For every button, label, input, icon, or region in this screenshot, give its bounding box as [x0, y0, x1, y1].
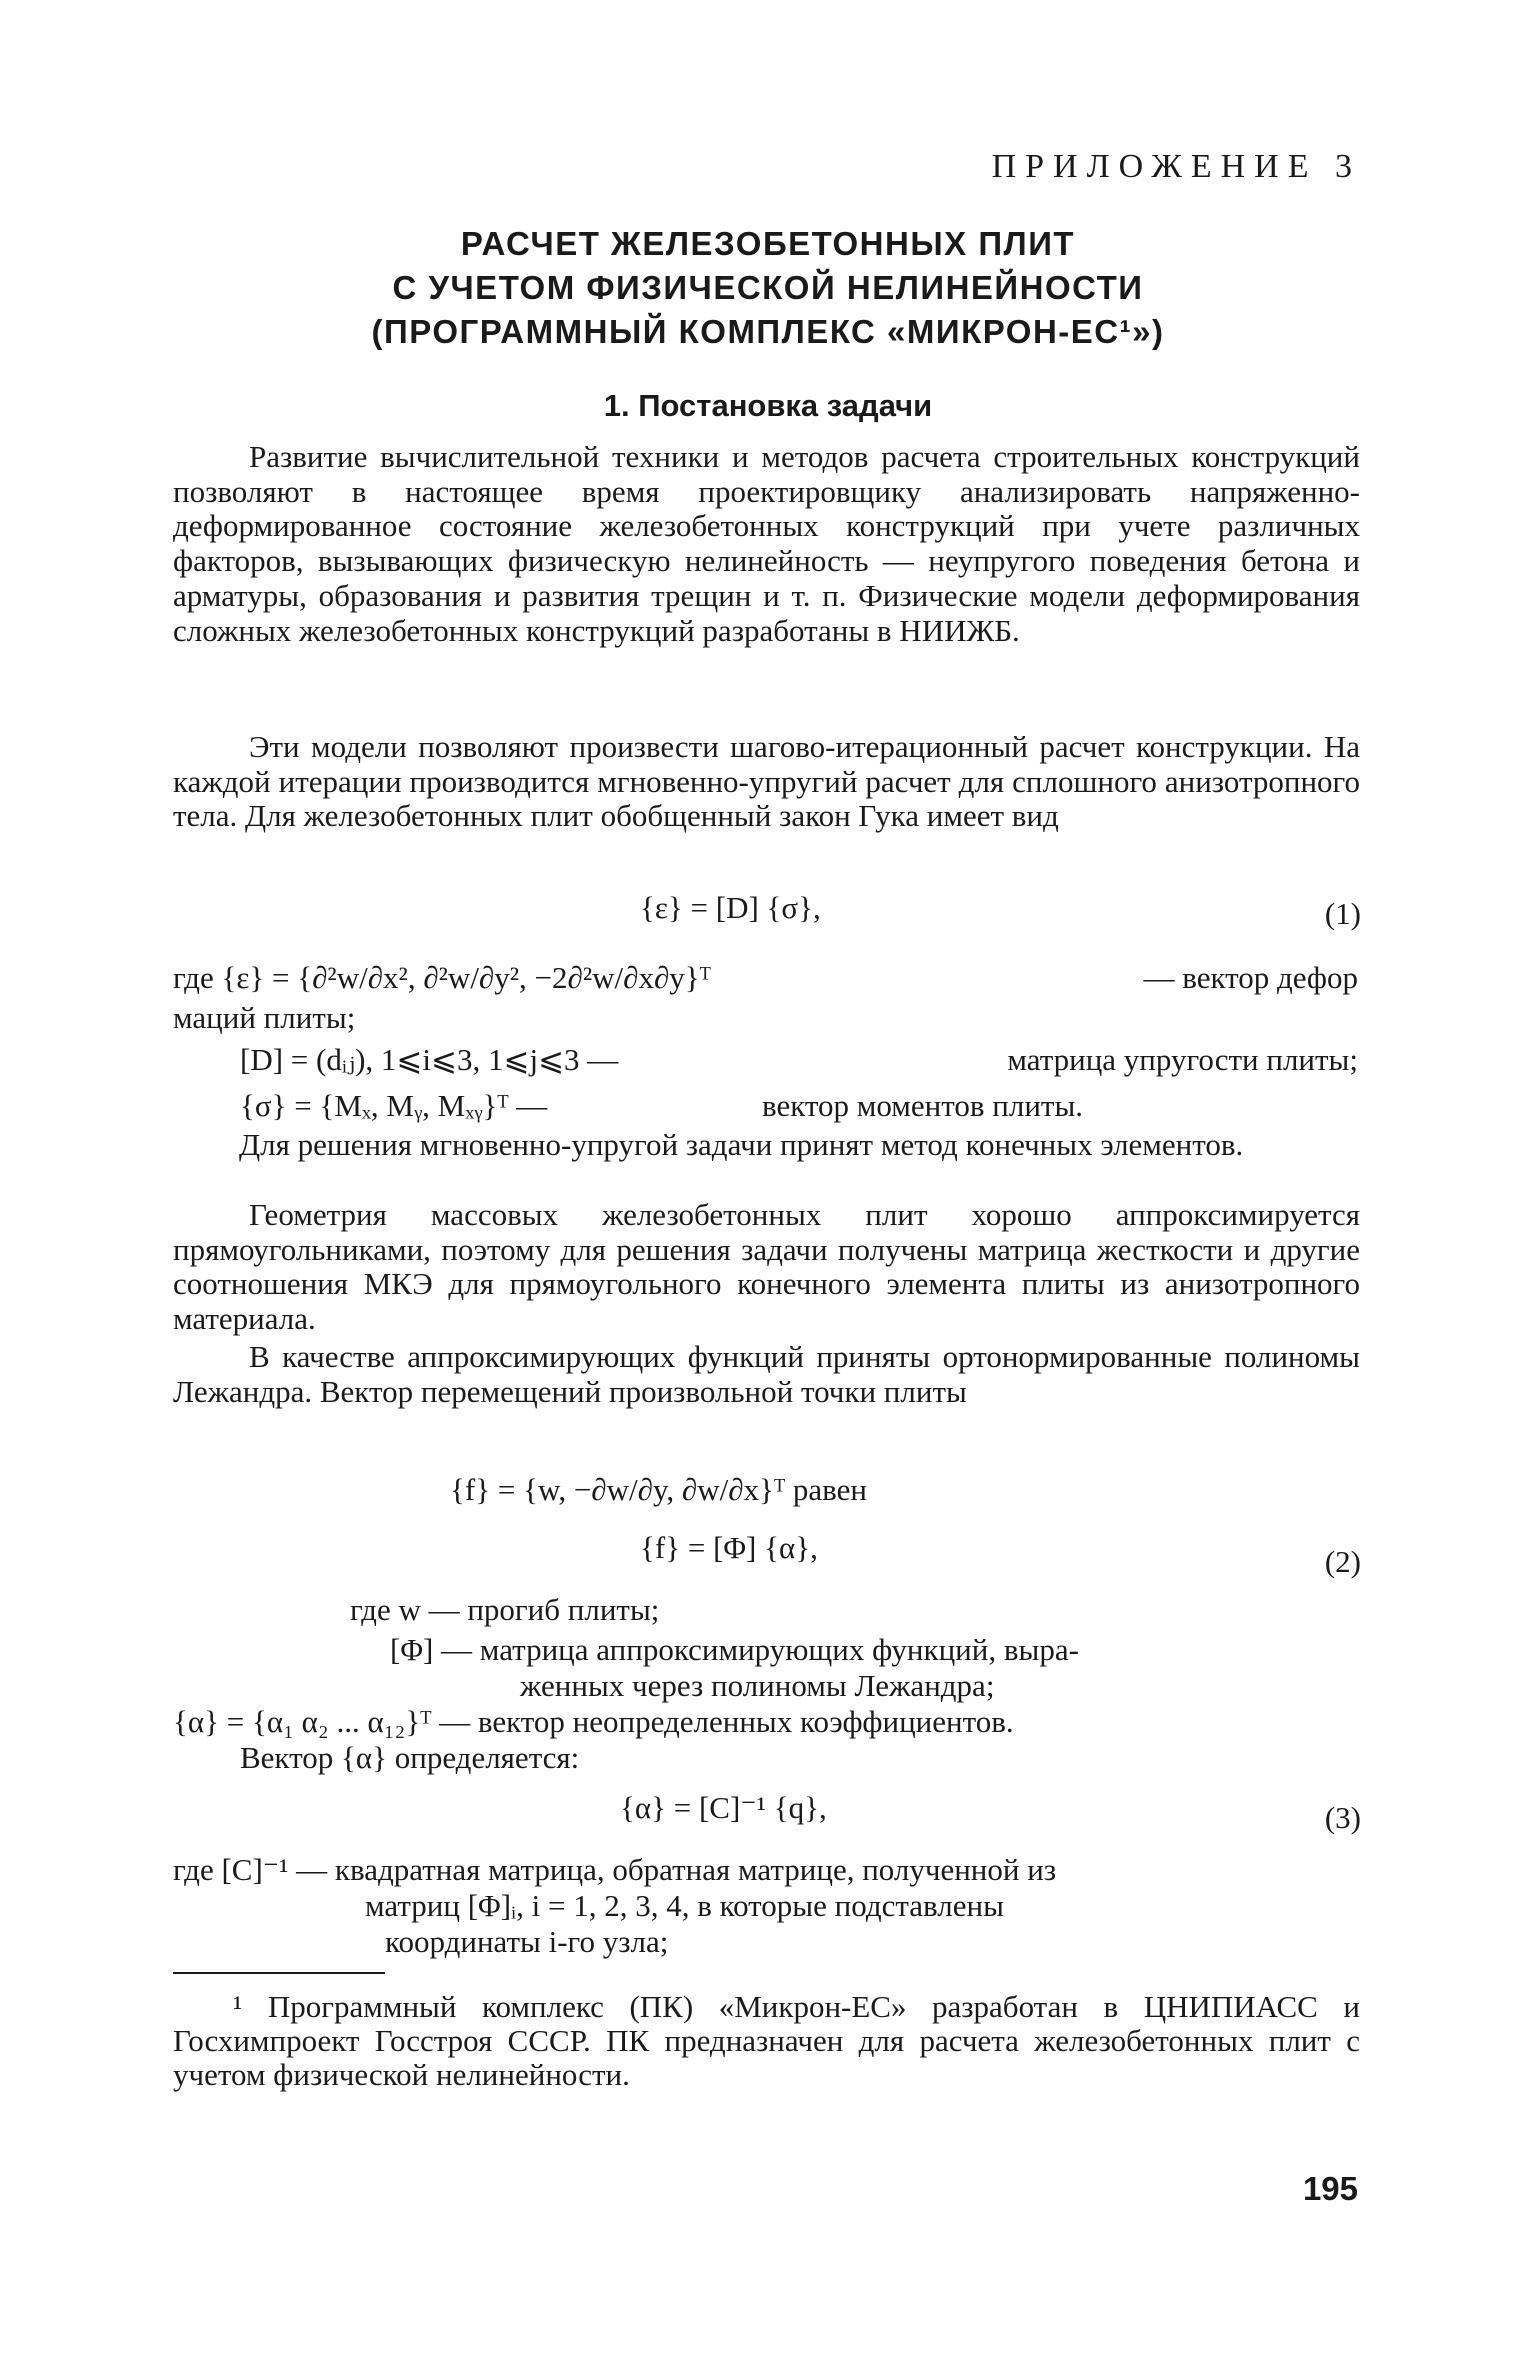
paragraph-5-text: В качестве аппроксимирующих функций приняты ортонормированные полиномы Лежандра. Вектор перемещений произвольной точки плиты [173, 1339, 1360, 1409]
where-alpha: {α} = {α₁ α₂ ... α₁₂}ᵀ — вектор неопределенных коэффициентов. [173, 1704, 1014, 1739]
paragraph-4 [173, 1198, 1360, 1337]
paragraph-2 [173, 730, 1360, 834]
vector-alpha-determined: Вектор {α} определяется: [240, 1740, 580, 1775]
equation-3: {α} = [C]⁻¹ {q}, [620, 1790, 827, 1825]
paragraph-5 [173, 1340, 1360, 1409]
where-epsilon-desc: — вектор дефор [1143, 960, 1358, 995]
paragraph-3-text: Для решения мгновенно-упругой задачи принят метод конечных элементов. [239, 1127, 1244, 1162]
where-D: [D] = (dᵢⱼ), 1⩽i⩽3, 1⩽j⩽3 — [240, 1042, 619, 1077]
equation-1-number: (1) [1324, 896, 1361, 931]
where-epsilon: где {ε} = {∂²w/∂x², ∂²w/∂y², −2∂²w/∂x∂y}ᵀ [173, 960, 711, 995]
chapter-title [0, 222, 1536, 354]
where-C: где [C]⁻¹ — квадратная матрица, обратная матрице, полученной из [173, 1852, 1057, 1887]
equation-2: {f} = [Φ] {α}, [640, 1530, 818, 1565]
page-number: 195 [1302, 2170, 1358, 2207]
where-phi-cont: женных через полиномы Лежандра; [520, 1668, 995, 1703]
equation-3-number: (3) [1324, 1800, 1361, 1835]
title-line-1: РАСЧЕТ ЖЕЛЕЗОБЕТОННЫХ ПЛИТ [460, 225, 1076, 262]
where-C-cont-2: координаты i-го узла; [385, 1924, 669, 1959]
section-heading: 1. Постановка задачи [603, 388, 933, 423]
footnote [173, 1990, 1360, 2092]
paragraph-1-text: Развитие вычислительной техники и методов расчета строительных конструкций позволяют в настоящее время проектировщику анализировать напряженно-деформированное состояние железобетонных конструкций при учете различных факторов, вызывающих физическую нелинейность — неупругого поведения бетона и арматуры, образования и развития трещин и т. п. Физические модели деформирования сложных железобетонных конструкций разработаны в НИИЖБ. [173, 439, 1360, 648]
where-C-cont: матриц [Φ]ᵢ, i = 1, 2, 3, 4, в которые подставлены [365, 1888, 1004, 1923]
where-sigma-desc: вектор моментов плиты. [762, 1088, 1084, 1123]
equation-2-number: (2) [1324, 1544, 1361, 1579]
where-phi: [Φ] — матрица аппроксимирующих функций, выра- [390, 1632, 1079, 1667]
paragraph-3 [173, 1128, 1360, 1163]
equation-1: {ε} = [D] {σ}, [640, 890, 821, 925]
paragraph-1 [173, 440, 1360, 648]
paragraph-4-text: Геометрия массовых железобетонных плит хорошо аппроксимируется прямоугольниками, поэтому для решения задачи получены матрица жесткости и другие соотношения МКЭ для прямоугольного конечного элемента плиты из анизотропного материала. [173, 1197, 1360, 1337]
where-sigma: {σ} = {Mₓ, Mᵧ, Mₓᵧ}ᵀ — [240, 1088, 548, 1123]
appendix-label: ПРИЛОЖЕНИЕ 3 [991, 148, 1361, 185]
where-epsilon-cont: маций плиты; [173, 1000, 356, 1035]
footnote-text: ¹ Программный комплекс (ПК) «Микрон-ЕС» разработан в ЦНИПИАСС и Госхимпроект Госстроя СССР. ПК предназначен для расчета железобетонных плит с учетом физической нелинейности. [173, 1989, 1360, 2092]
where-D-desc: матрица упругости плиты; [1007, 1042, 1358, 1077]
displacement-vector: {f} = {w, −∂w/∂y, ∂w/∂x}ᵀ равен [450, 1472, 867, 1507]
title-line-3: (ПРОГРАММНЫЙ КОМПЛЕКС «МИКРОН-ЕС¹») [371, 313, 1165, 350]
paragraph-2-text: Эти модели позволяют произвести шагово-итерационный расчет конструкции. На каждой итерации производится мгновенно-упругий расчет для сплошного анизотропного тела. Для железобетонных плит обобщенный закон Гука имеет вид [173, 729, 1360, 834]
title-line-2: С УЧЕТОМ ФИЗИЧЕСКОЙ НЕЛИНЕЙНОСТИ [392, 269, 1144, 306]
where-w: где w — прогиб плиты; [350, 1592, 660, 1627]
footnote-divider [173, 1972, 385, 1974]
